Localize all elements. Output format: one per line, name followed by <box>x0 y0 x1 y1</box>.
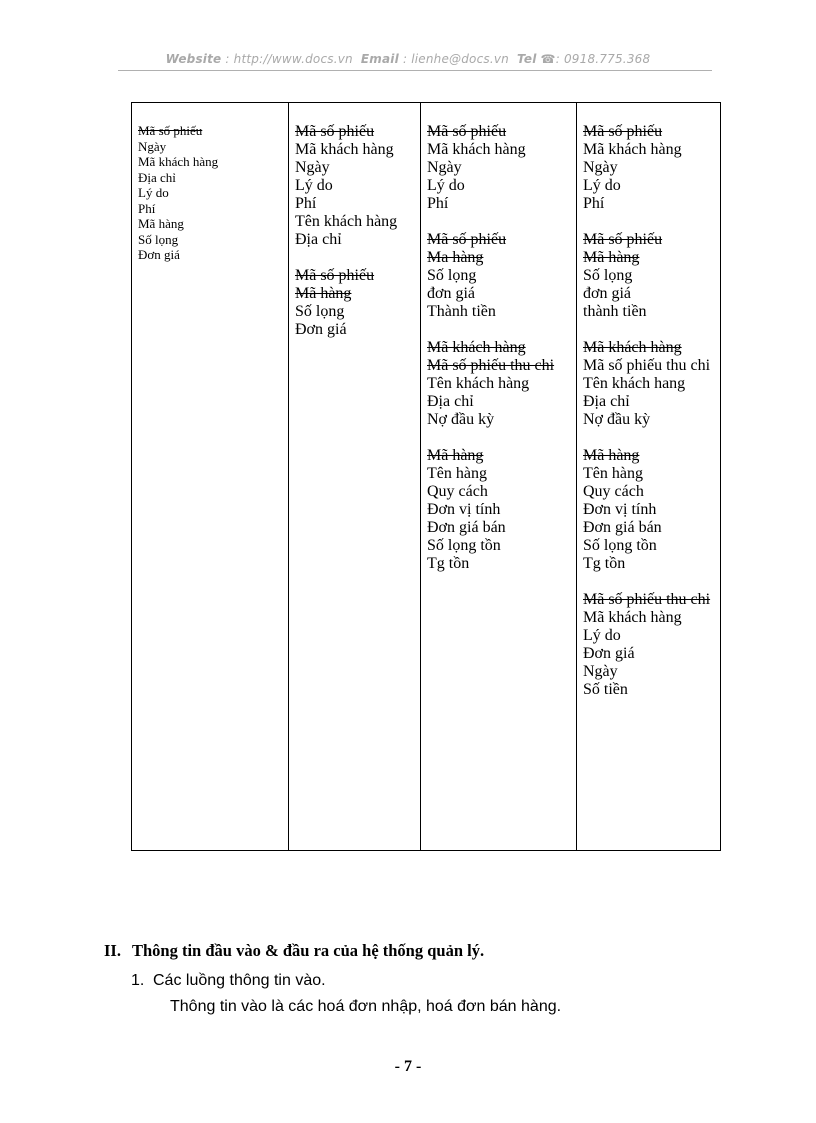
field-group <box>295 267 419 339</box>
field: Tên khách hàng <box>295 213 398 230</box>
field-group <box>583 339 721 429</box>
field: Mã khách hàng <box>295 141 394 158</box>
field-group <box>295 123 419 249</box>
key-field: Mã hàng <box>295 285 352 302</box>
data-table <box>131 102 721 851</box>
field: Ngày <box>583 663 618 680</box>
field-group <box>427 123 575 213</box>
key-field: Mã số phiếu <box>295 267 375 284</box>
field: Ngày <box>583 159 618 176</box>
field: Mã khách hàng <box>138 154 219 169</box>
field: Quy cách <box>583 483 644 500</box>
field: Phí <box>138 200 156 216</box>
field: Lý do <box>295 177 333 194</box>
key-field: Mã hàng <box>583 447 640 464</box>
table-column-1 <box>138 103 286 850</box>
field-group <box>583 123 721 213</box>
table-column-4 <box>583 103 721 850</box>
field: Tg tồn <box>427 555 470 572</box>
field: Quy cách <box>427 483 488 500</box>
field: Ngày <box>427 159 462 176</box>
paragraph: Thông tin vào là các hoá đơn nhập, hoá đơn bán hàng. <box>170 998 562 1015</box>
key-field: Mã số phiếu thu chi <box>583 591 711 608</box>
list-item-text: Các luồng thông tin vào. <box>153 972 326 989</box>
field: Số lọng <box>583 267 633 284</box>
field: Địa chỉ <box>427 393 474 410</box>
key-field: Mã số phiếu <box>583 231 663 248</box>
field: Nợ đầu kỳ <box>583 411 651 428</box>
field: Tên hàng <box>427 465 487 482</box>
list-item <box>131 972 326 990</box>
field: Tên hàng <box>583 465 643 482</box>
table-column-3 <box>427 103 575 850</box>
website-label: Website <box>165 52 222 66</box>
field: Lý do <box>583 627 621 644</box>
field: Mã khách hàng <box>427 141 526 158</box>
field: Địa chỉ <box>138 169 176 185</box>
field: Đơn giá <box>583 645 635 662</box>
field-group <box>583 447 721 573</box>
field: đơn giá <box>427 285 476 302</box>
field: Phí <box>295 195 317 212</box>
field: Đơn giá <box>138 247 180 262</box>
key-field: Mã số phiếu <box>427 231 507 248</box>
key-field: Mã số phiếu <box>427 123 507 140</box>
phone-icon: ☎ <box>540 52 556 66</box>
field: Mã khách hàng <box>583 141 682 158</box>
field-group <box>427 447 575 573</box>
field: Mã số phiếu thu chi <box>583 357 711 374</box>
field: Đơn vị tính <box>583 501 657 518</box>
field: Tg tồn <box>583 555 626 572</box>
field: Số lọng <box>138 231 179 247</box>
key-field: Mã số phiếu <box>583 123 663 140</box>
field: Số lọng tồn <box>427 537 501 554</box>
field: Tên khách hàng <box>427 375 530 392</box>
field-group <box>138 123 286 263</box>
tel-value: : 0918.775.368 <box>555 52 651 66</box>
field: Đơn giá bán <box>427 519 506 536</box>
field: Thành tiền <box>427 303 496 320</box>
field: Đơn giá bán <box>583 519 662 536</box>
field: Số lọng <box>295 303 345 320</box>
field: Địa chỉ <box>583 393 630 410</box>
key-field: Ma hàng <box>427 249 484 266</box>
section-title: Thông tin đầu vào & đầu ra của hệ thống quản lý. <box>132 941 485 960</box>
field: Số lọng <box>427 267 477 284</box>
field: Tên khách hang <box>583 375 686 392</box>
key-field: Mã số phiếu thu chi <box>427 357 555 374</box>
field: Mã khách hàng <box>583 609 682 626</box>
header-divider <box>118 70 712 71</box>
tel-label: Tel <box>517 52 537 66</box>
field: Lý do <box>138 185 169 200</box>
key-field: Mã khách hàng <box>427 339 526 356</box>
email-label: Email <box>360 52 399 66</box>
field: Ngày <box>295 159 330 176</box>
field-group <box>427 339 575 429</box>
key-field: Mã hàng <box>427 447 484 464</box>
field: Lý do <box>583 177 621 194</box>
column-divider <box>576 103 577 850</box>
field: Số lọng tồn <box>583 537 657 554</box>
key-field: Mã khách hàng <box>583 339 682 356</box>
field: Đơn giá <box>295 321 347 338</box>
field: Đơn vị tính <box>427 501 501 518</box>
field: Số tiền <box>583 681 628 698</box>
field: thành tiền <box>583 303 647 320</box>
page-header <box>0 52 816 66</box>
key-field: Mã hàng <box>583 249 640 266</box>
field: Phí <box>427 195 449 212</box>
table-column-2 <box>295 103 419 850</box>
field: Ngày <box>138 138 167 154</box>
field: đơn giá <box>583 285 632 302</box>
key-field: Mã số phiếu <box>295 123 375 140</box>
field-group <box>583 591 721 699</box>
field: Mã hàng <box>138 216 184 231</box>
field-group <box>427 231 575 321</box>
field: Nợ đầu kỳ <box>427 411 495 428</box>
website-value: : http://www.docs.vn <box>225 52 353 66</box>
section-heading <box>104 941 484 961</box>
email-value: : lienhe@docs.vn <box>402 52 509 66</box>
field: Lý do <box>427 177 465 194</box>
column-divider <box>420 103 421 850</box>
section-number: II. <box>104 941 121 960</box>
column-divider <box>288 103 289 850</box>
key-field: Mã số phiếu <box>138 123 203 138</box>
field: Địa chỉ <box>295 231 342 248</box>
field-group <box>583 231 721 321</box>
page-number: - 7 - <box>394 1058 422 1075</box>
field: Phí <box>583 195 605 212</box>
list-item-number: 1. <box>131 972 145 989</box>
